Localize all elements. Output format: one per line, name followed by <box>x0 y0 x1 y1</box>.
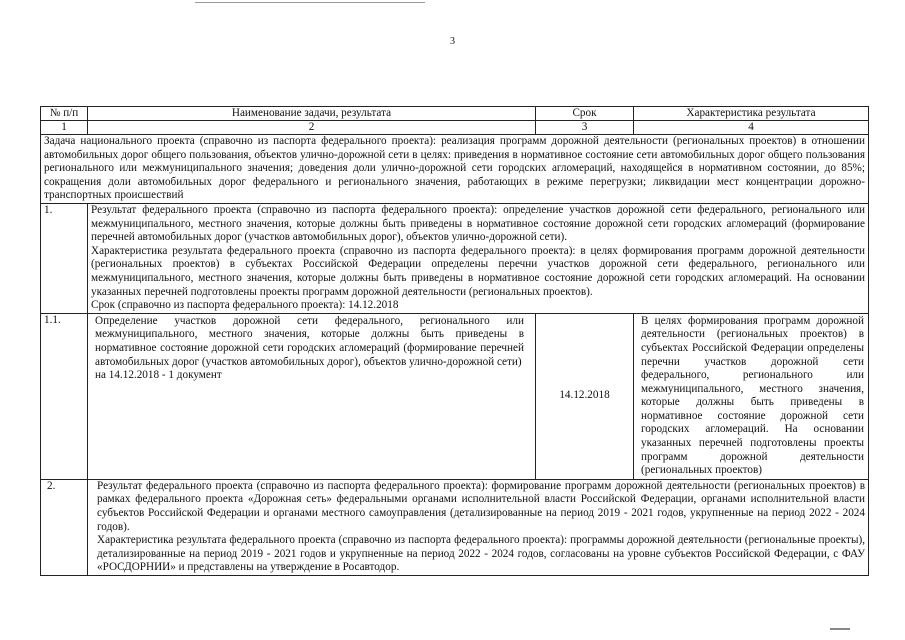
table-row <box>41 313 869 479</box>
scan-artifact-mark <box>830 628 850 630</box>
page-number: 3 <box>450 36 455 47</box>
characteristic-text: Характеристика результата федерального проекта (справочно из паспорта федерального проекта): в целях формирования программ дорожной деятельности (региональных проектов) в субъектах Российской Федерации определены перечни участков дорожной сети федерального, регионального или межмуниципального, местного значения, которые должны быть приведены в нормативное состояние дорожной сети городских агломераций. На основании указанных перечней подготовлены проекты программ дорожной деятельности (региональных проектов). <box>91 244 865 298</box>
header-characteristic: Характеристика результата <box>634 107 869 121</box>
column-number-row <box>41 121 869 135</box>
row-number: 2. <box>41 479 88 575</box>
header-name: Наименование задачи, результата <box>88 107 536 121</box>
column-number-1: 1 <box>41 121 88 135</box>
table-row <box>41 479 869 575</box>
results-table <box>40 106 869 576</box>
header-term: Срок <box>536 107 634 121</box>
national-project-task: Задача национального проекта (справочно из паспорта федерального проекта): реализация программ дорожной деятельности (региональных проектов) в отношении автомобильных дорог общего пользования, объектов улично-дорожной сети в целях: приведения в нормативное состояние сети автомобильных дорог общего пользования регионального или межмуниципального значения; доведения доли улично-дорожной сети городских агломераций, находящейся в нормативном состоянии, до 85%; сокращения доли автомобильных дорог федерального и регионального значения, работающих в режиме перегрузки; ликвидации мест концентрации дорожно-транспортных происшествий <box>41 135 869 204</box>
result-text: Результат федерального проекта (справочно из паспорта федерального проекта): формирование программ дорожной деятельности (региональных проектов) в рамках федерального проекта «Дорожная сеть» федеральными органами исполнительной власти Российской Федерации, органами исполнительной власти субъектов Российской Федерации и органами местного самоуправления (детализированные на период 2019 - 2021 годов, укрупненные на период 2022 - 2024 годов). <box>97 479 865 533</box>
term-text: Срок (справочно из паспорта федерального проекта): 14.12.2018 <box>91 299 399 312</box>
column-number-2: 2 <box>88 121 536 135</box>
result-characteristic: В целях формирования программ дорожной деятельности (региональных проектов) в субъектах Российской Федерации определены перечни участков дорожной сети федерального, регионального или межмуниципального, местного значения, которые должны быть приведены в нормативное состояние дорожной сети городских агломераций. На основании указанных перечней подготовлены проекты программ дорожной деятельности (региональных проектов) <box>634 313 869 479</box>
term-date: 14.12.2018 <box>536 313 634 479</box>
result-block-1 <box>88 203 869 313</box>
table-row <box>41 203 869 313</box>
column-number-4: 4 <box>634 121 869 135</box>
table-header-row <box>41 107 869 121</box>
row-number: 1. <box>41 203 88 313</box>
task-row <box>41 135 869 204</box>
characteristic-text: Характеристика результата федерального проекта (справочно из паспорта федерального проекта): программы дорожной деятельности (региональные проекты), детализированные на период 2019 - 2021 годов и укрупненные на период 2022 - 2024 годов, согласованы на уровне субъектов Российской Федерации, с ФАУ «РОСДОРНИИ» и представлены на утверждение в Росавтодор. <box>97 534 865 574</box>
result-text: Результат федерального проекта (справочно из паспорта федерального проекта): определение участков дорожной сети федерального, регионального или межмуниципального, местного значения, которые должны быть приведены в нормативное состояние дорожной сети городских агломераций (формирование перечней автомобильных дорог (участков автомобильных дорог), объектов улично-дорожной сети). <box>91 203 865 244</box>
column-number-3: 3 <box>536 121 634 135</box>
row-number: 1.1. <box>41 313 88 479</box>
header-number: № п/п <box>41 107 88 121</box>
scan-artifact-line <box>195 2 425 3</box>
task-name-suffix: на 14.12.2018 - 1 документ <box>95 369 222 382</box>
task-name-cell <box>88 313 536 479</box>
task-name: Определение участков дорожной сети федерального, регионального или межмуниципального, местного значения, которые должны быть приведены в нормативное состояние дорожной сети городских агломераций (формирование перечней автомобильных дорог (участков автомобильных дорог), объектов улично-дорожной сети) <box>95 314 524 368</box>
result-block-2 <box>88 479 869 575</box>
